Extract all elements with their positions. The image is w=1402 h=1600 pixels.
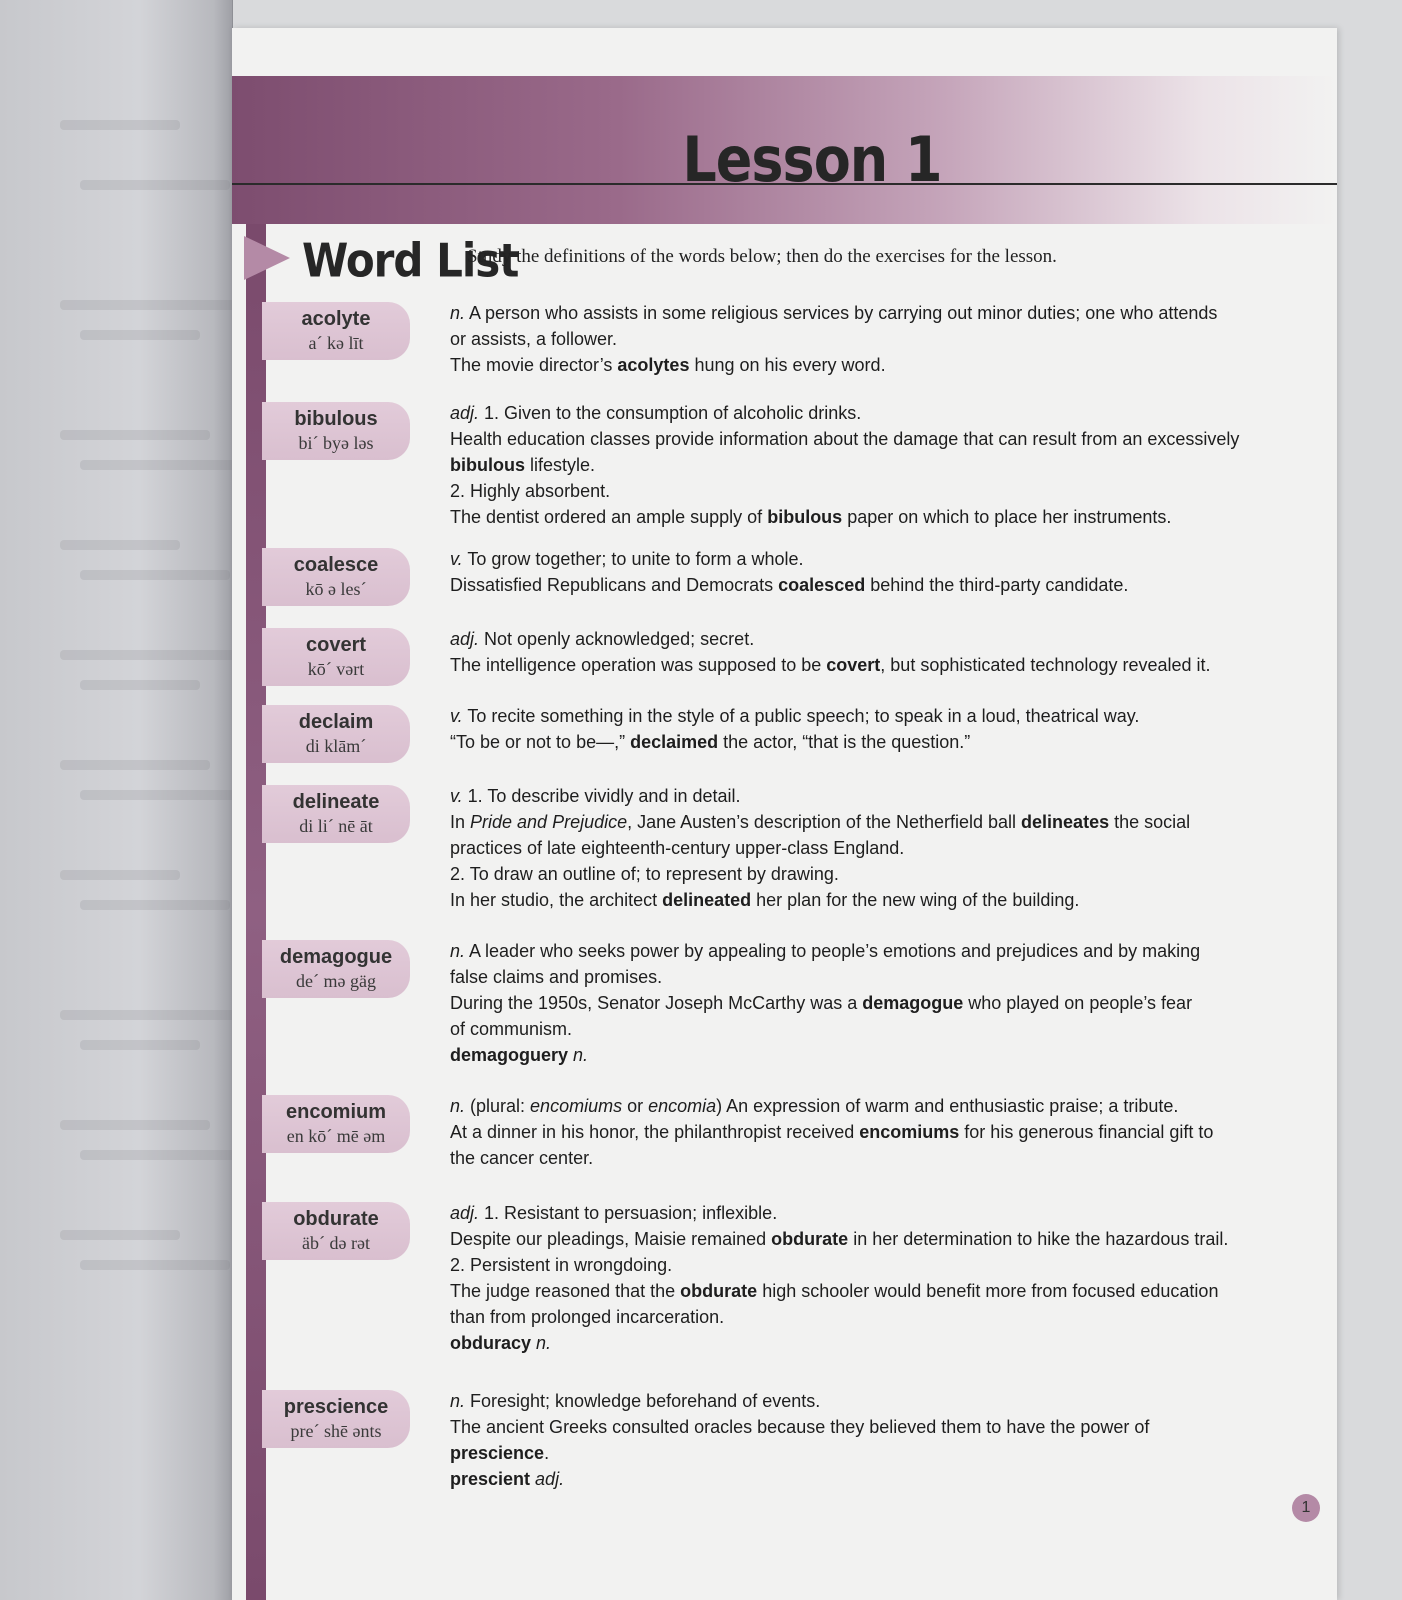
definition-text: 2. Highly absorbent. [450,481,611,501]
definition-line [450,729,1310,755]
headword-usage: delineated [662,890,752,910]
definition-text: paper on which to place her instruments. [842,507,1172,527]
headword-usage: delineates [1021,812,1110,832]
headword-usage: demagogue [862,993,964,1013]
definition-line [450,1466,1310,1492]
definition-text: the actor, “that is the question.” [718,732,971,752]
definition-text: high schooler would benefit more from focused education [757,1281,1219,1301]
ghost-text-line [80,680,200,690]
definition-text: In her studio, the architect [450,890,663,910]
definition-line [450,400,1310,426]
headword-usage: declaimed [630,732,719,752]
word-pill [262,1202,410,1260]
entry-definitions [450,703,1310,755]
entry-pronunciation: kō´ vərt [307,659,365,679]
definition-text: encomia [648,1096,717,1116]
word-pill [262,548,410,606]
definition-text: (plural: [465,1096,531,1116]
entry-pronunciation: en kō´ mē əm [286,1126,386,1146]
definition-line [450,1093,1310,1119]
definition-line [450,1252,1310,1278]
facing-page [0,0,233,1600]
definition-line [450,1145,1310,1171]
part-of-speech: adj. [450,403,480,423]
headword-usage: covert [826,655,881,675]
definition-line [450,1388,1310,1414]
definition-line [450,1016,1310,1042]
definition-line [450,703,1310,729]
entry-pronunciation: bi´ byə ləs [298,433,374,453]
entry-word: coalesce [293,554,379,576]
headword-usage: coalesced [778,575,866,595]
definition-line [450,426,1310,452]
definition-line [450,452,1310,478]
definition-text: During the 1950s, Senator Joseph McCarthy was a [450,993,863,1013]
definition-text: her plan for the new wing of the building. [751,890,1080,910]
definition-text: the cancer center. [450,1148,594,1168]
definition-line [450,1119,1310,1145]
definition-text: practices of late eighteenth-century upper-class England. [450,838,905,858]
definition-text: 1. To describe vividly and in detail. [462,786,741,806]
word-pill [262,628,410,686]
headword-usage: encomiums [859,1122,960,1142]
definition-text: behind the third-party candidate. [865,575,1129,595]
definition-text: ) An expression of warm and enthusiastic praise; a tribute. [716,1096,1179,1116]
entry-definitions [450,1388,1310,1492]
definition-text: , but sophisticated technology revealed it. [880,655,1211,675]
definition-line [450,938,1310,964]
ghost-text-line [80,330,200,340]
definition-line [450,572,1310,598]
entry-word: prescience [283,1396,389,1418]
word-list-instructions: Study the definitions of the words below; then do the exercises for the lesson. [467,246,1057,267]
definition-text: At a dinner in his honor, the philanthropist received [450,1122,860,1142]
definition-line [450,1414,1310,1440]
part-of-speech: v. [450,549,463,569]
definition-text: encomiums [530,1096,623,1116]
definition-text: than from prolonged incarceration. [450,1307,725,1327]
lesson-title: Lesson 1 [682,123,942,196]
definition-text: A leader who seeks power by appealing to people’s emotions and prejudices and by making [465,941,1201,961]
definition-line [450,1440,1310,1466]
definition-text: false claims and promises. [450,967,663,987]
part-of-speech: n. [450,1096,466,1116]
ghost-text-line [60,1010,240,1020]
entry-pronunciation: di li´ nē āt [299,816,373,836]
headword-usage: bibulous [767,507,843,527]
headword-usage: bibulous [450,455,525,475]
definition-line [450,1226,1310,1252]
part-of-speech: n. [450,1391,466,1411]
word-pill [262,940,410,998]
ghost-text-line [80,1040,200,1050]
definition-line [450,504,1310,530]
definition-line [450,990,1310,1016]
definition-text: or [622,1096,649,1116]
entry-word: obdurate [293,1208,379,1230]
definition-line [450,1278,1310,1304]
arrow-icon [244,236,290,280]
definition-text: who played on people’s fear [963,993,1193,1013]
entry-word: bibulous [294,408,378,430]
definition-text: Pride and Prejudice [470,812,628,832]
definition-text: The ancient Greeks consulted oracles because they believed them to have the power of [450,1417,1150,1437]
definition-text: To grow together; to unite to form a whole. [462,549,804,569]
headword-usage: prescient [450,1469,531,1489]
entry-pronunciation: äb´ də rət [302,1233,370,1253]
ghost-text-line [60,540,180,550]
definition-text: Health education classes provide information about the damage that can result from an excessively [450,429,1240,449]
definition-line [450,652,1310,678]
ghost-text-line [60,1230,180,1240]
definition-text: “To be or not to be—,” [450,732,631,752]
entry-word: acolyte [301,308,371,330]
definition-text: The dentist ordered an ample supply of [450,507,768,527]
definition-text: Not openly acknowledged; secret. [479,629,755,649]
entry-definitions [450,300,1310,378]
entry-word: covert [305,634,367,656]
entry-definitions [450,1093,1310,1171]
definition-text: 2. Persistent in wrongdoing. [450,1255,673,1275]
entry-pronunciation: de´ mə gäg [296,971,376,991]
entry-pronunciation: di klām´ [305,736,367,756]
part-of-speech: adj. [450,1203,480,1223]
page-number: 1 [1292,1494,1320,1522]
part-of-speech: n. [450,941,466,961]
definition-line [450,887,1310,913]
page [232,28,1337,1600]
word-list-title: Word List [302,233,519,288]
entry-definitions [450,546,1310,598]
entry-definitions [450,783,1310,913]
definition-line [450,809,1310,835]
entry-definitions [450,626,1310,678]
definition-text: To recite something in the style of a public speech; to speak in a loud, theatrical way. [462,706,1140,726]
definition-text: 1. Resistant to persuasion; inflexible. [479,1203,778,1223]
ghost-text-line [80,1260,230,1270]
word-pill [262,705,410,763]
ghost-text-line [60,760,210,770]
definition-line [450,626,1310,652]
definition-line [450,326,1310,352]
definition-text: A person who assists in some religious services by carrying out minor duties; one who attends [465,303,1218,323]
ghost-text-line [60,120,180,130]
definition-text: Foresight; knowledge beforehand of events. [465,1391,821,1411]
entry-word: encomium [285,1101,387,1123]
part-of-speech: n. [450,303,466,323]
definition-text: the social [1109,812,1191,832]
headword-usage: demagoguery [450,1045,569,1065]
definition-text: 2. To draw an outline of; to represent by drawing. [450,864,839,884]
entry-word: delineate [292,791,380,813]
ghost-text-line [60,430,210,440]
definition-line [450,964,1310,990]
part-of-speech: n. [531,1333,552,1353]
entry-definitions [450,1200,1310,1356]
definition-text: 1. Given to the consumption of alcoholic drinks. [479,403,862,423]
entry-pronunciation: kō ə les´ [305,579,367,599]
definition-text: of communism. [450,1019,573,1039]
ghost-text-line [80,900,230,910]
definition-text: , Jane Austen’s description of the Netherfield ball [627,812,1022,832]
headword-usage: obdurate [771,1229,849,1249]
ghost-text-line [60,300,240,310]
part-of-speech: v. [450,786,463,806]
definition-text: for his generous financial gift to [959,1122,1214,1142]
entry-word: declaim [298,711,374,733]
entry-word: demagogue [279,946,393,968]
definition-text: The judge reasoned that the [450,1281,681,1301]
headword-usage: obdurate [680,1281,758,1301]
ghost-text-line [80,570,230,580]
definition-text: In [450,812,471,832]
entry-pronunciation: a´ kə līt [308,333,364,353]
definition-line [450,1042,1310,1068]
definition-text: The movie director’s [450,355,618,375]
headword-usage: obduracy [450,1333,532,1353]
definition-line [450,861,1310,887]
definition-line [450,478,1310,504]
definition-line [450,546,1310,572]
definition-text: hung on his every word. [689,355,886,375]
part-of-speech: n. [568,1045,589,1065]
definition-line [450,835,1310,861]
definition-line [450,300,1310,326]
word-pill [262,785,410,843]
entry-definitions [450,938,1310,1068]
part-of-speech: adj. [450,629,480,649]
definition-text: or assists, a follower. [450,329,618,349]
part-of-speech: adj. [530,1469,565,1489]
word-pill [262,302,410,360]
definition-line [450,1304,1310,1330]
ghost-text-line [80,180,230,190]
headword-usage: acolytes [617,355,690,375]
ghost-text-line [60,1120,210,1130]
part-of-speech: v. [450,706,463,726]
ghost-text-line [60,870,180,880]
word-pill [262,1095,410,1153]
definition-text: Despite our pleadings, Maisie remained [450,1229,772,1249]
definition-text: lifestyle. [525,455,596,475]
definition-text: in her determination to hike the hazardous trail. [848,1229,1229,1249]
definition-line [450,1200,1310,1226]
definition-line [450,1330,1310,1356]
word-pill [262,402,410,460]
definition-line [450,352,1310,378]
word-pill [262,1390,410,1448]
definition-text: Dissatisfied Republicans and Democrats [450,575,779,595]
definition-text: . [544,1443,550,1463]
headword-usage: prescience [450,1443,545,1463]
entry-pronunciation: pre´ shē ənts [290,1421,382,1441]
entry-definitions [450,400,1310,530]
definition-text: The intelligence operation was supposed to be [450,655,827,675]
ghost-text-line [60,650,240,660]
definition-line [450,783,1310,809]
